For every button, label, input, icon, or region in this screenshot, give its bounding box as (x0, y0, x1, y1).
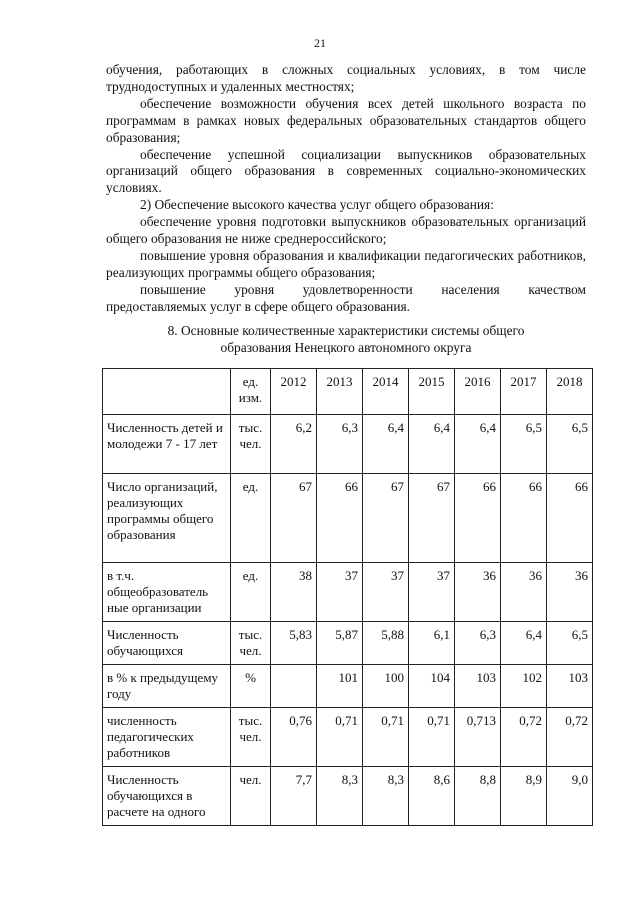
value-cell: 6,1 (409, 622, 455, 665)
page-number: 21 (314, 36, 326, 50)
header-year-cell: 2015 (409, 369, 455, 415)
value-cell: 6,5 (547, 622, 593, 665)
table-row (103, 563, 593, 622)
value-cell: 67 (409, 474, 455, 563)
row-label: в % к предыдущему году (103, 665, 231, 708)
row-label: в т.ч. общеобразователь ные организации (103, 563, 231, 622)
value-cell: 102 (501, 665, 547, 708)
header-unit-cell: ед. изм. (231, 369, 271, 415)
value-cell: 6,4 (363, 415, 409, 474)
statistics-table (102, 368, 593, 826)
value-cell: 0,71 (317, 708, 363, 767)
value-cell: 8,3 (363, 767, 409, 826)
value-cell: 0,76 (271, 708, 317, 767)
table-header-row (103, 369, 593, 415)
section-title (106, 322, 586, 356)
row-label: Число организаций, реализующих программы общего образования (103, 474, 231, 563)
header-year-cell: 2018 (547, 369, 593, 415)
table-row (103, 708, 593, 767)
value-cell: 6,5 (501, 415, 547, 474)
value-cell: 67 (271, 474, 317, 563)
row-label: Численность обучающихся (103, 622, 231, 665)
value-cell: 8,8 (455, 767, 501, 826)
value-cell: 6,3 (455, 622, 501, 665)
body-text (106, 62, 586, 316)
row-unit: ед. (231, 563, 271, 622)
header-year-cell: 2012 (271, 369, 317, 415)
header-year-cell: 2013 (317, 369, 363, 415)
paragraph: повышение уровня удовлетворенности населения качеством предоставляемых услуг в сфере общего образования. (106, 281, 586, 314)
value-cell: 67 (363, 474, 409, 563)
row-unit: ед. (231, 474, 271, 563)
value-cell: 6,3 (317, 415, 363, 474)
value-cell: 100 (363, 665, 409, 708)
value-cell: 6,2 (271, 415, 317, 474)
section-title-line-2: образования Ненецкого автономного округа (220, 340, 472, 355)
value-cell: 0,71 (363, 708, 409, 767)
value-cell: 37 (409, 563, 455, 622)
section-title-line-1: 8. Основные количественные характеристики системы общего (167, 323, 525, 338)
value-cell: 66 (455, 474, 501, 563)
paragraph: обучения, работающих в сложных социальных условиях, в том числе труднодоступных и удаленных местностях; (106, 62, 586, 94)
value-cell: 103 (547, 665, 593, 708)
value-cell: 6,5 (547, 415, 593, 474)
value-cell: 0,71 (409, 708, 455, 767)
value-cell: 104 (409, 665, 455, 708)
value-cell: 36 (501, 563, 547, 622)
value-cell: 0,713 (455, 708, 501, 767)
value-cell: 66 (547, 474, 593, 563)
table-row (103, 622, 593, 665)
value-cell: 66 (501, 474, 547, 563)
value-cell: 6,4 (409, 415, 455, 474)
header-empty-cell (103, 369, 231, 415)
value-cell: 8,6 (409, 767, 455, 826)
value-cell: 9,0 (547, 767, 593, 826)
paragraph: обеспечение возможности обучения всех детей школьного возраста по программам в рамках новых федеральных образовательных стандартов общего образования; (106, 95, 586, 145)
header-year-cell: 2016 (455, 369, 501, 415)
value-cell: 6,4 (455, 415, 501, 474)
value-cell: 37 (317, 563, 363, 622)
table-row (103, 665, 593, 708)
row-label: Численность обучающихся в расчете на одного (103, 767, 231, 826)
row-label: Численность детей и молодежи 7 - 17 лет (103, 415, 231, 474)
row-label: численность педагогических работников (103, 708, 231, 767)
row-unit: тыс. чел. (231, 622, 271, 665)
row-unit: тыс. чел. (231, 708, 271, 767)
header-year-cell: 2014 (363, 369, 409, 415)
paragraph: обеспечение успешной социализации выпускников образовательных организаций общего образования в современных социально-экономических условиях. (106, 146, 586, 196)
paragraph: обеспечение уровня подготовки выпускников образовательных организаций общего образования не ниже среднероссийского; (106, 214, 586, 247)
value-cell: 0,72 (501, 708, 547, 767)
value-cell: 5,87 (317, 622, 363, 665)
header-year-cell: 2017 (501, 369, 547, 415)
value-cell: 5,88 (363, 622, 409, 665)
row-unit: % (231, 665, 271, 708)
row-unit: чел. (231, 767, 271, 826)
table-row (103, 415, 593, 474)
value-cell: 5,83 (271, 622, 317, 665)
value-cell: 38 (271, 563, 317, 622)
value-cell: 0,72 (547, 708, 593, 767)
value-cell: 103 (455, 665, 501, 708)
paragraph: 2) Обеспечение высокого качества услуг общего образования: (140, 197, 494, 213)
value-cell (271, 665, 317, 708)
paragraph: повышение уровня образования и квалификации педагогических работников, реализующих программы общего образования; (106, 247, 586, 280)
value-cell: 36 (455, 563, 501, 622)
value-cell: 36 (547, 563, 593, 622)
value-cell: 8,3 (317, 767, 363, 826)
value-cell: 66 (317, 474, 363, 563)
table-row (103, 474, 593, 563)
value-cell: 8,9 (501, 767, 547, 826)
value-cell: 37 (363, 563, 409, 622)
value-cell: 6,4 (501, 622, 547, 665)
value-cell: 7,7 (271, 767, 317, 826)
table-row (103, 767, 593, 826)
row-unit: тыс. чел. (231, 415, 271, 474)
value-cell: 101 (317, 665, 363, 708)
